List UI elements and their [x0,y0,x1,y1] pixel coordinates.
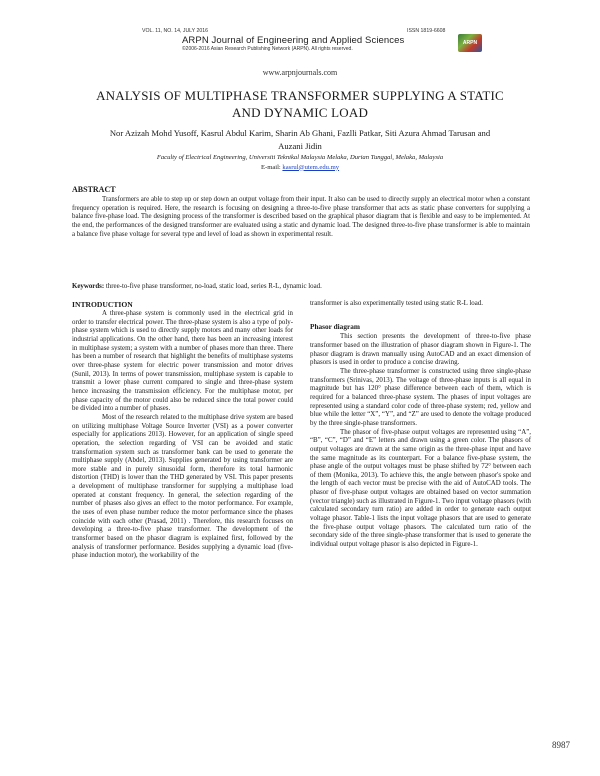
journal-name: ARPN Journal of Engineering and Applied Sciences [182,35,405,46]
copyright-line: ©2006-2016 Asian Research Publishing Network (ARPN). All rights reserved. [182,46,353,52]
authors-line-1: Nor Azizah Mohd Yusoff, Kasrul Abdul Karim, Sharin Ab Ghani, Fazlli Patkar, Siti Azura Ahmad Tarusan and [109,128,491,138]
phasor-paragraph-2: The three-phase transformer is constructed using three single-phase transformers (Srinivas, 2013). The voltage of three-phase inputs is all equal in magnitude but has 120° phase difference between each of them, which is required for a balanced three-phase system. The phases of input voltages are represented using a standard color code of three-phase system; red, yellow and blue while the letter “X”, “Y”, and “Z” are used to denote the voltage produced by the three single-phase transformers. [310,367,531,427]
intro-paragraph-2: Most of the research related to the multiphase drive system are based on utilizing multiphase Voltage Source Inverter (VSI) as a power converter especially for applications 2013). However, for an application of single speed operation, the selection regarding of VSI can be avoided and static transformation system such as transformer bank can be used to generate the multiphase supply (Abdel, 2013). Supplies generated by using transformer are more stable and in purely sinusoidal form, therefore its total harmonic distortion (THD) is lower than the THD generated by VSI. This paper presents a development of multiphase transformer for supplying a multiphase load operated at constant frequency. In general, the selection regarding of the number of phases also gives an effect to the motor performance. For example, the uses of even phase number reduce the motor performance since the phases coincide with each other (Prasad, 2011) . Therefore, this research focuses on developing a three-to-five phase transformer. The development of the transformer based on the phasor diagram is explained first, followed by the analysis of transformer performance. Besides supplying a dynamic load (five-phase induction motor), the workability of the [72,413,293,560]
authors-line-2: Auzani Jidin [278,140,322,151]
email-link[interactable]: kasrul@utem.edu.my [282,163,340,171]
keywords-label: Keywords: [72,283,105,290]
journal-website: www.arpnjournals.com [262,68,338,77]
issn: ISSN 1819-6608 [407,28,446,34]
logo-text: ARPN [462,40,478,46]
page-number: 8987 [552,740,570,750]
affiliation-block [90,153,510,172]
phasor-paragraph-3: The phasor of five-phase output voltages are represented using “A”, “B”, “C”, “D” and “E” letters and drawn using a green color. The phasors of output voltages are drawn at the same origin as the three-phase input and have the same magnitude as its counterpart. For a balance five-phase system, the phase angle of the output voltages must be phase shifted by 72° between each of them (Monika, 2013). To achieve this, the angle between phasor's spoke and the length of each vector must be precise with the aid of AutoCAD tools. The phasor of five-phase output voltages are obtained based on vector summation (vector triangle) such as illustrated in Figure-1. Two input voltage phasors (with calculated secondary turn ratio) are added in order to generate each output voltage phasor. Table-1 lists the input voltage phasors that are used to generate the five-phase output voltage phasors. The calculated turn ratio of the secondary side of the three single-phase transformer that is used to generate the individual output voltage phasor is also depicted in Figure-1. [310,428,531,549]
affiliation: Faculty of Electrical Engineering, Universiti Teknikal Malaysia Melaka, Durian Tunggal, Melaka, Malaysia [156,154,444,161]
abstract-text: Transformers are able to step up or step down an output voltage from their input. It also can be used to directly supply an electrical motor when a constant frequency operation is required. Here, the research is focusing on designing a three-to-five phase transformer that acts as static phase converters for supplying a balance five-phase load. The designing process of the transformer is described based on the graphical phasor diagram that is flexible and easy to be implemented. At the end, the performances of the designed transformer are evaluated using a static and dynamic load. The designed three-to-five phase transformer is able to maintain a balance five phase voltage for several type and level of load as shown in experimental result. [72,196,530,238]
right-column [310,300,531,550]
volume-line: VOL. 11, NO. 14, JULY 2016 [142,28,209,34]
keywords: three-to-five phase transformer, no-load, static load, series R-L, dynamic load. [104,283,322,290]
phasor-paragraph-1: This section presents the development of three-to-five phase transformer based on the illustration of phasor diagram shown in Figure-1. The phasor diagram is drawn manually using AutoCAD and an exact dimension of phasors is used in order to produce a concise drawing. [310,333,531,367]
phasor-diagram-heading: Phasor diagram [310,321,360,331]
intro-continuation: transformer is also experimentally tested using static R-L load. [310,300,483,307]
keywords-line [72,283,530,292]
introduction-heading: INTRODUCTION [72,300,133,309]
paper-title [70,87,530,121]
authors [90,127,510,152]
title-line-1: ANALYSIS OF MULTIPHASE TRANSFORMER SUPPLYING A STATIC [96,88,504,103]
intro-paragraph-1: A three-phase system is commonly used in the electrical grid in order to transfer electrical power. The three-phase system is also a type of poly-phase system which is used to directly supply motors and many other loads for industrial applications. On the other hand, there has been an increasing interest in multiphase system; a system with a number of phases more than three. There has been a number of research that highlight the benefits of multiphase systems over three-phase system for electric power transmission and motor drives (Sunil, 2013). In terms of power transmission, multiphase system is capable to transmit a lower phase current compared to single and three-phase system hence increasing the transmission efficiency. For the multiphase motor, per phase capacity of the motor could also be reduced since the total power could be divided into a number of phases. [72,310,293,413]
title-line-2: AND DYNAMIC LOAD [231,105,369,120]
email-label: E-mail: [260,163,283,171]
arpn-logo [458,34,482,52]
abstract-heading: ABSTRACT [72,185,116,194]
left-column [72,300,293,561]
email-line [90,163,510,173]
